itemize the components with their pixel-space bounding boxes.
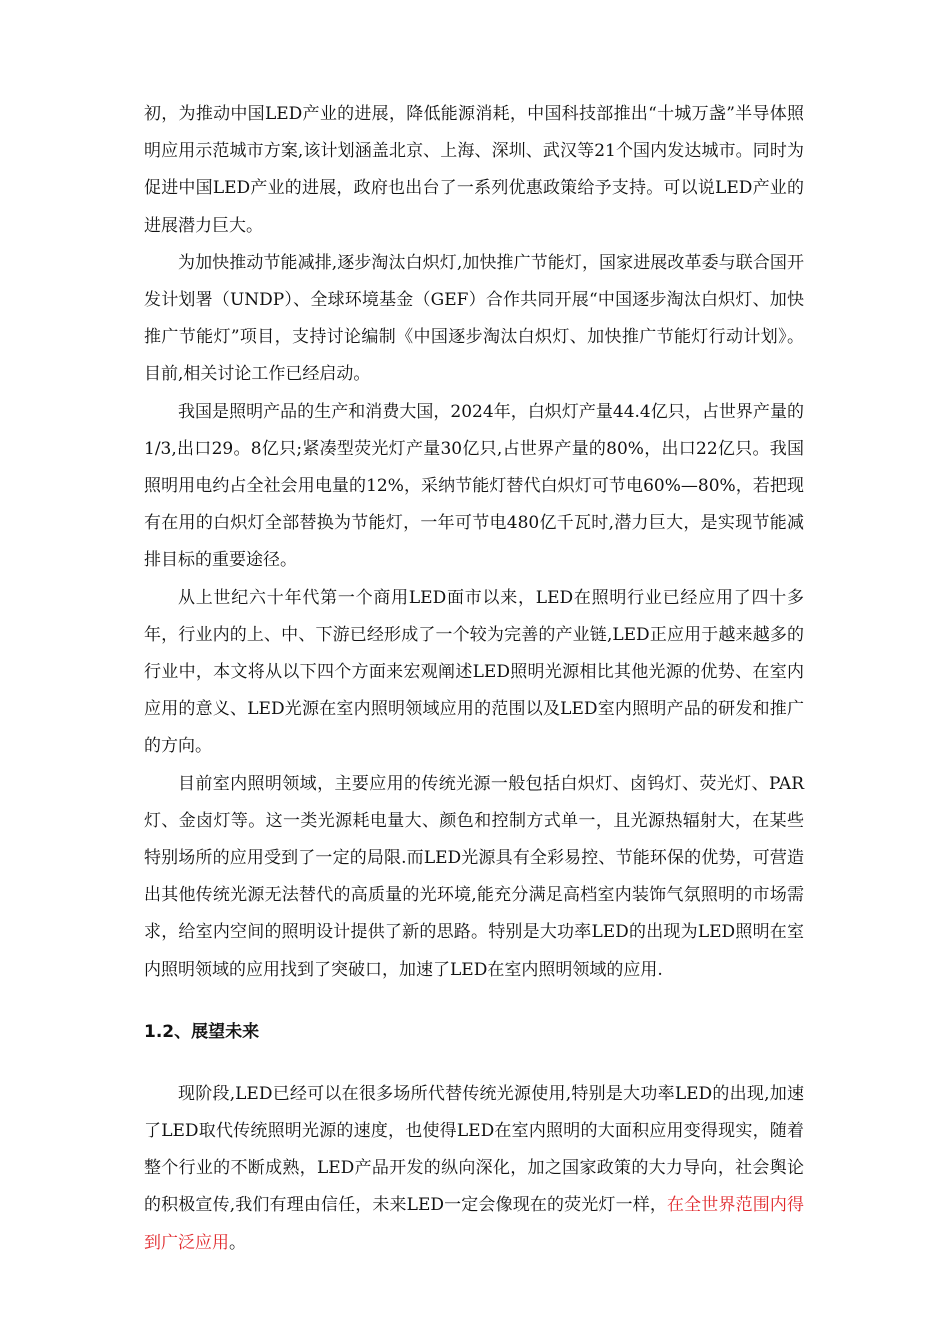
section-heading-outlook: 1.2、展望未来 <box>144 1021 260 1042</box>
paragraph-outlook <box>144 1076 804 1262</box>
document-body <box>144 96 804 1262</box>
paragraph-led-history: 从上世纪六十年代第一个商用LED面市以来，LED在照明行业已经应用了四十多年，行业内的上、中、下游已经形成了一个较为完善的产业链,LED正应用于越来越多的行业中，本文将从以下四个方面来宏观阐述LED照明光源相比其他光源的优势、在室内应用的意义、LED光源在室内照明领域应用的范围以及LED室内照明产品的研发和推广的方向。 <box>144 587 804 757</box>
outlook-text: 现阶段,LED已经可以在很多场所代替传统光源使用,特别是大功率LED的出现,加速了LED取代传统照明光源的速度，也使得LED在室内照明的大面积应用变得现实，随着整个行业的不断成熟，LED产品开发的纵向深化，加之国家政策的大力导向，社会舆论的积极宣传,我们有理由信任，未来LED一定会像现在的荧光灯一样， <box>144 1083 804 1216</box>
paragraph-continuation: 初，为推动中国LED产业的进展，降低能源消耗，中国科技部推出“十城万盏”半导体照明应用示范城市方案,该计划涵盖北京、上海、深圳、武汉等21个国内发达城市。同时为促进中国LED产业的进展，政府也出台了一系列优惠政策给予支持。可以说LED产业的进展潜力巨大。 <box>144 104 804 236</box>
paragraph-energy-saving-project: 为加快推动节能减排,逐步淘汰白炽灯,加快推广节能灯，国家进展改革委与联合国开发计划署（UNDP）、全球环境基金（GEF）合作共同开展“中国逐步淘汰白炽灯、加快推广节能灯”项目，支持讨论编制《中国逐步淘汰白炽灯、加快推广节能灯行动计划》。目前,相关讨论工作已经启动。 <box>144 252 804 385</box>
outlook-end-punctuation: 。 <box>229 1232 246 1253</box>
paragraph-lighting-production-stats: 我国是照明产品的生产和消费大国，2024年，白炽灯产量44.4亿只，占世界产量的1/3,出口29。8亿只;紧凑型荧光灯产量30亿只,占世界产量的80%，出口22亿只。我国照明用电约占全社会用电量的12%，采纳节能灯替代白炽灯可节电60%—80%，若把现有在用的白炽灯全部替换为节能灯，一年可节电480亿千瓦时,潜力巨大，是实现节能减排目标的重要途径。 <box>144 401 804 571</box>
paragraph-indoor-lighting: 目前室内照明领域，主要应用的传统光源一般包括白炽灯、卤钨灯、荧光灯、PAR灯、金卤灯等。这一类光源耗电量大、颜色和控制方式单一，且光源热辐射大，在某些特别场所的应用受到了一定的局限.而LED光源具有全彩易控、节能环保的优势，可营造出其他传统光源无法替代的高质量的光环境,能充分满足高档室内装饰气氛照明的市场需求，给室内空间的照明设计提供了新的思路。特别是大功率LED的出现为LED照明在室内照明领域的应用找到了突破口，加速了LED在室内照明领域的应用. <box>144 773 804 980</box>
outlook-highlight-text: 在全世界范围内得到广泛应用 <box>144 1195 805 1253</box>
